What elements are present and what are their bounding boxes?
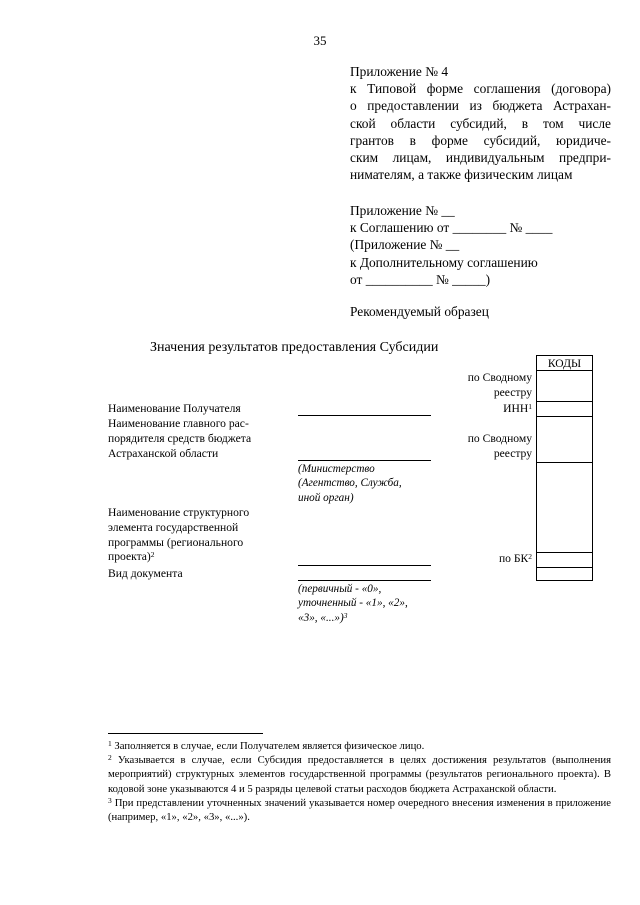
appendix-header-line: грантов в форме субсидий, юридиче- xyxy=(350,132,611,148)
doc-type-label: Вид документа xyxy=(108,567,183,580)
appendix-header-line: Приложение № 4 xyxy=(350,64,449,79)
appendix-header-line: к Типовой форме соглашения (договора) xyxy=(350,81,611,97)
appendix-refs xyxy=(350,202,611,288)
struct-element-label: Наименование структурного элемента государственной программы (регионального проекта)$^2$ xyxy=(108,506,250,564)
registry-label-2: по Сводному реестру xyxy=(467,432,532,460)
appendix-ref-line: от __________ № _____) xyxy=(350,271,491,287)
appendix-header xyxy=(350,63,611,183)
form-title: Значения результатов предоставления Субсидии xyxy=(150,340,439,355)
bk-label: по $БК^2$ xyxy=(498,552,532,565)
registry-label-1: по Сводному реестру xyxy=(467,371,532,399)
appendix-header-line: нимателям, а также физическим лицам xyxy=(350,167,573,183)
doc-kind-note: (первичный - «0», уточненный - «1», «2», «3», «...»)$^3$ xyxy=(298,583,408,624)
appendix-ref-line: (Приложение № __ xyxy=(350,237,460,253)
codes-table xyxy=(536,355,593,581)
ministry-note: (Министерство (Агентство, Служба, иной орган) xyxy=(298,463,402,504)
grbs-line[interactable] xyxy=(298,460,431,461)
inn-label: ИНН$^1$ xyxy=(503,402,532,415)
footnote: $^2$ Указывается в случае, если Субсидия предоставляется в целях достижения результатов (выполнения мероприятий) структурных элементов государственной программы (результатов регионального проекта). В кодовой зоне указываются 4 и 5 разряды целевой статьи расходов бюджета Астраханской области. xyxy=(108,753,611,795)
footnotes xyxy=(108,739,611,824)
page-number: 35 xyxy=(313,33,327,48)
appendix-ref-line: Приложение № __ xyxy=(350,203,455,218)
struct-element-line[interactable] xyxy=(298,565,431,566)
footnote: $^3$ При представлении уточненных значений указывается номер очередного внесения изменения в приложение (например, «1», «2», «3», «...»). xyxy=(108,795,612,824)
footnote-separator xyxy=(108,733,263,734)
codes-header: КОДЫ xyxy=(547,357,582,370)
doc-type-line[interactable] xyxy=(298,580,431,581)
recommended-sample: Рекомендуемый образец xyxy=(350,304,489,319)
appendix-header-line: ским лицам, индивидуальным предпри- xyxy=(350,150,611,166)
footnote: $^1$ Заполняется в случае, если Получателем является физическое лицо. xyxy=(108,739,425,752)
appendix-ref-line: к Дополнительному соглашению xyxy=(350,254,538,270)
grbs-label: Наименование главного рас- порядителя средств бюджета Астраханской области xyxy=(108,417,252,460)
recipient-line[interactable] xyxy=(298,415,431,416)
appendix-header-line: о предоставлении из бюджета Астрахан- xyxy=(350,98,611,114)
appendix-ref-line: к Соглашению от ________ № ____ xyxy=(350,220,553,236)
recipient-label: Наименование Получателя xyxy=(108,402,241,415)
appendix-header-line: ской области субсидий, в том числе xyxy=(350,115,611,131)
